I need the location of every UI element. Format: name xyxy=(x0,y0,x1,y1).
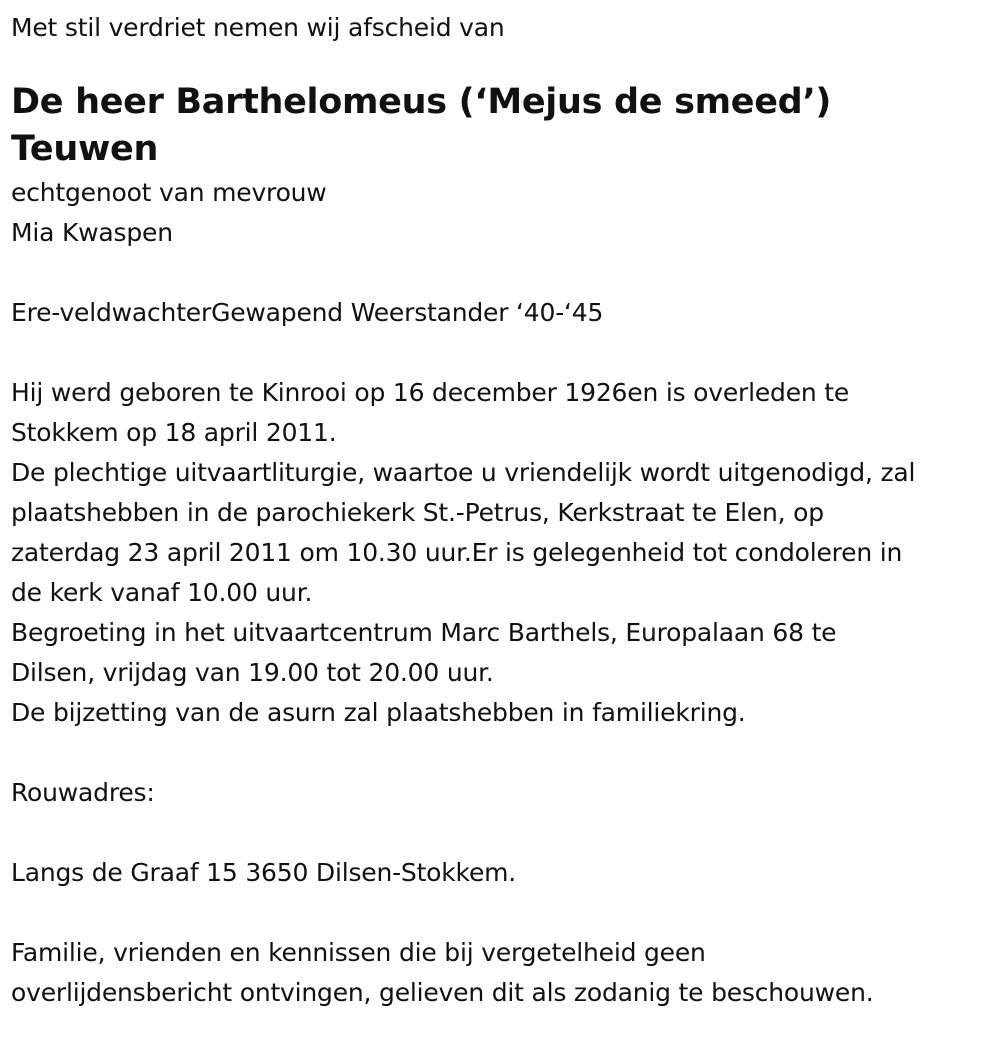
closing-note xyxy=(11,933,1000,1013)
spacer xyxy=(11,48,1000,79)
details-line: De plechtige uitvaartliturgie, waartoe u vriendelijk wordt uitgenodigd, zal xyxy=(11,458,916,487)
spouse-label: echtgenoot van mevrouw xyxy=(11,178,327,207)
details-line: zaterdag 23 april 2011 om 10.30 uur.Er is gelegenheid tot condoleren in xyxy=(11,538,903,567)
mourning-address: Langs de Graaf 15 3650 Dilsen-Stokkem. xyxy=(11,858,517,887)
closing-line: Familie, vrienden en kennissen die bij vergetelheid geen xyxy=(11,938,706,967)
spacer xyxy=(11,813,1000,853)
spacer xyxy=(11,253,1000,293)
deceased-name-line-2: Teuwen xyxy=(11,129,159,169)
details-line: De bijzetting van de asurn zal plaatshebben in familiekring. xyxy=(11,698,746,727)
spacer xyxy=(11,333,1000,373)
details-line: de kerk vanaf 10.00 uur. xyxy=(11,578,313,607)
funeral-details xyxy=(11,373,1000,733)
deceased-name-line-1: De heer Barthelomeus (‘Mejus de smeed’) xyxy=(11,82,832,122)
spacer xyxy=(11,893,1000,933)
details-line: Dilsen, vrijdag van 19.00 tot 20.00 uur. xyxy=(11,658,494,687)
spouse-name: Mia Kwaspen xyxy=(11,218,173,247)
closing-line: overlijdensbericht ontvingen, gelieven dit als zodanig te beschouwen. xyxy=(11,978,874,1007)
intro-text: Met stil verdriet nemen wij afscheid van xyxy=(11,13,505,42)
details-line: Hij werd geboren te Kinrooi op 16 december 1926en is overleden te xyxy=(11,378,850,407)
details-line: Begroeting in het uitvaartcentrum Marc Barthels, Europalaan 68 te xyxy=(11,618,837,647)
details-line: plaatshebben in de parochiekerk St.-Petrus, Kerkstraat te Elen, op xyxy=(11,498,824,527)
details-line: Stokkem op 18 april 2011. xyxy=(11,418,337,447)
spacer xyxy=(11,733,1000,773)
honorary-titles: Ere-veldwachterGewapend Weerstander ‘40-‘45 xyxy=(11,298,604,327)
mourning-address-label: Rouwadres: xyxy=(11,778,155,807)
